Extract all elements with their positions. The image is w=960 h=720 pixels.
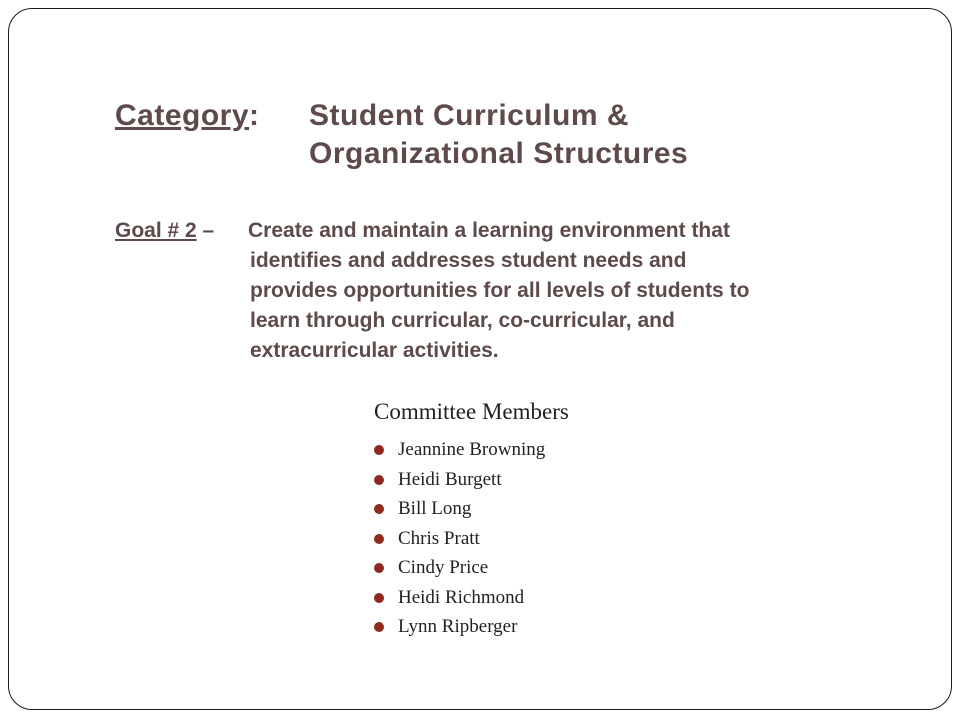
bullet-icon bbox=[374, 563, 384, 573]
goal-line-2: identifies and addresses student needs and bbox=[250, 249, 687, 272]
bullet-icon bbox=[374, 504, 384, 514]
category-separator: : bbox=[249, 99, 260, 132]
bullet-icon bbox=[374, 475, 384, 485]
bullet-icon bbox=[374, 534, 384, 544]
category-title-line2: Organizational Structures bbox=[309, 137, 689, 170]
member-name: Lynn Ripberger bbox=[398, 616, 518, 637]
list-item bbox=[374, 435, 569, 465]
list-item bbox=[374, 524, 569, 554]
member-name: Chris Pratt bbox=[398, 527, 480, 549]
category-label: Category bbox=[115, 99, 250, 132]
goal-line-4: learn through curricular, co-curricular, and bbox=[250, 309, 675, 332]
member-name: Jeannine Browning bbox=[398, 439, 546, 460]
goal-heading bbox=[115, 216, 214, 246]
list-item bbox=[374, 494, 569, 524]
bullet-icon bbox=[374, 622, 384, 632]
committee-section bbox=[374, 395, 569, 642]
member-name: Heidi Burgett bbox=[398, 468, 502, 490]
list-item bbox=[374, 553, 569, 583]
list-item bbox=[374, 465, 569, 495]
category-title-line1: Student Curriculum & bbox=[309, 99, 630, 132]
member-name: Heidi Richmond bbox=[398, 586, 525, 608]
goal-description bbox=[250, 216, 930, 366]
bullet-icon bbox=[374, 593, 384, 603]
goal-line-1: Create and maintain a learning environment that bbox=[248, 219, 730, 242]
slide-frame bbox=[8, 8, 952, 710]
committee-title: Committee Members bbox=[374, 399, 569, 424]
member-name: Bill Long bbox=[398, 498, 472, 519]
goal-line-3: provides opportunities for all levels of students to bbox=[250, 279, 750, 302]
goal-label: Goal # 2 bbox=[115, 219, 197, 242]
bullet-icon bbox=[374, 445, 384, 455]
goal-line-5: extracurricular activities. bbox=[250, 339, 499, 362]
member-name: Cindy Price bbox=[398, 557, 489, 578]
list-item bbox=[374, 583, 569, 613]
category-title bbox=[309, 97, 909, 173]
committee-members-list bbox=[374, 435, 569, 642]
category-heading bbox=[115, 97, 260, 135]
goal-dash: – bbox=[196, 219, 215, 242]
list-item bbox=[374, 612, 569, 642]
